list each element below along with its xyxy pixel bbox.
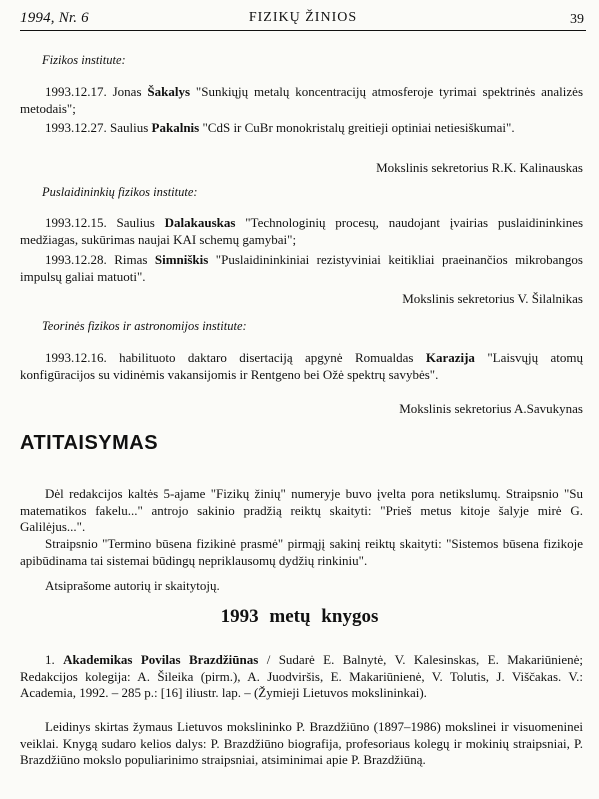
book-entry: [20, 652, 583, 702]
correction-paragraph: Dėl redakcijos kaltės 5-ajame "Fizikų žinių" numeryje buvo įvelta pora netikslumų. Straipsnio "Su matematikos fakelu..." antrojo sakinio pradžią reiktų skaityti: "Prieš metus kitoje šalyje mirė G. Galilėjus...".: [20, 486, 583, 534]
page-number: 39: [570, 12, 584, 27]
entry-text: habilituoto daktaro disertaciją apgynė Romualdas: [119, 350, 414, 365]
entry-surname: Simniškis: [154, 252, 209, 267]
entry-title: "Puslaidininkiniai rezistyviniai keitikliai praeinančios mikrobangos impulsų galiai matuoti".: [20, 252, 583, 284]
book-bibliography: / Sudarė E. Balnytė, V. Kalesinskas, E. Makariūnienė; Redakcijos kolegija: A. Šileika (pirm.), A. Juodviršis, E. Makariūnienė, V. Tolutis, J. Viščakas. V.: Academia, 1992. – 285 p.: [16] iliustr. lap. – (Žymieji Lietuvos mokslininkai).: [20, 652, 584, 700]
entry-name: Saulius: [116, 215, 155, 230]
book-description: Leidinys skirtas žymaus Lietuvos mokslininko P. Brazdžiūno (1897–1986) mokslinei ir visuomeninei veiklai. Knygą sudaro kelios dalys: P. Brazdžiūno biografija, profesoriaus kolegų ir mokinių straipsniai, P. Brazdžiūno mokslo populiarinimo straipsniai, atsiminimai apie P. Brazdžiūną.: [20, 719, 583, 767]
defense-entry: [20, 84, 583, 117]
secretary-signature: Mokslinis sekretorius A.Savukynas: [399, 401, 583, 416]
entry-name: Jonas: [112, 84, 142, 99]
correction-heading: ATITAISYMAS: [20, 432, 159, 454]
entry-surname: Karazija: [425, 350, 475, 365]
defense-entry: [20, 215, 583, 248]
correction-paragraph: Atsiprašome autorių ir skaitytojų.: [45, 578, 220, 593]
entry-surname: Dalakauskas: [164, 215, 236, 230]
entry-date: 1993.12.28.: [45, 252, 107, 267]
entry-surname: Pakalnis: [151, 120, 200, 135]
book-title: Akademikas Povilas Brazdžiūnas: [63, 652, 259, 667]
defense-entry: [20, 350, 583, 383]
entry-title: "Laisvųjų atomų konfigūracijos su vidinėmis vakansijomis ir Rentgeno bei Ožė spektrų savybės".: [20, 350, 584, 382]
entry-surname: Šakalys: [147, 84, 191, 99]
entry-date: 1993.12.15.: [45, 215, 107, 230]
entry-title: "CdS ir CuBr monokristalų greitieji optiniai netiesiškumai".: [202, 120, 515, 135]
institute-heading-semiconductor: Puslaidininkių fizikos institute:: [42, 185, 198, 199]
journal-title: FIZIKŲ ŽINIOS: [248, 10, 358, 25]
correction-paragraph: Straipsnio "Termino būsena fizikinė prasmė" pirmąjį sakinį reiktų skaityti: "Sistemos būsena fizikoje apibūdinama tai sistemai būdingų nepriklausomų dydžių rinkiniu".: [20, 536, 583, 568]
entry-title: "Technologinių procesų, naudojant įvairias puslaidininkines medžiagas, sukūrimas naujai KAI schemų gamybai";: [20, 215, 584, 247]
defense-entry: [20, 252, 583, 285]
entry-date: 1993.12.17.: [45, 84, 107, 99]
secretary-signature: Mokslinis sekretorius V. Šilalnikas: [402, 291, 583, 306]
entry-title: "Sunkiųjų metalų koncentracijų atmosferoje tyrimai spektrinės analizės metodais";: [20, 84, 583, 116]
issue-label: 1994, Nr. 6: [20, 10, 89, 26]
entry-date: 1993.12.27.: [45, 120, 107, 135]
entry-name: Rimas: [114, 252, 148, 267]
defense-entry: [20, 120, 583, 137]
secretary-signature: Mokslinis sekretorius R.K. Kalinauskas: [376, 160, 583, 175]
books-heading: 1993 metų knygos: [220, 606, 379, 627]
entry-name: Saulius: [110, 120, 149, 135]
institute-heading-theoretical: Teorinės fizikos ir astronomijos institute:: [42, 319, 247, 333]
institute-heading-physics: Fizikos institute:: [42, 53, 126, 67]
page-header: [20, 8, 586, 31]
book-number: 1.: [45, 652, 55, 667]
entry-date: 1993.12.16.: [45, 350, 107, 365]
